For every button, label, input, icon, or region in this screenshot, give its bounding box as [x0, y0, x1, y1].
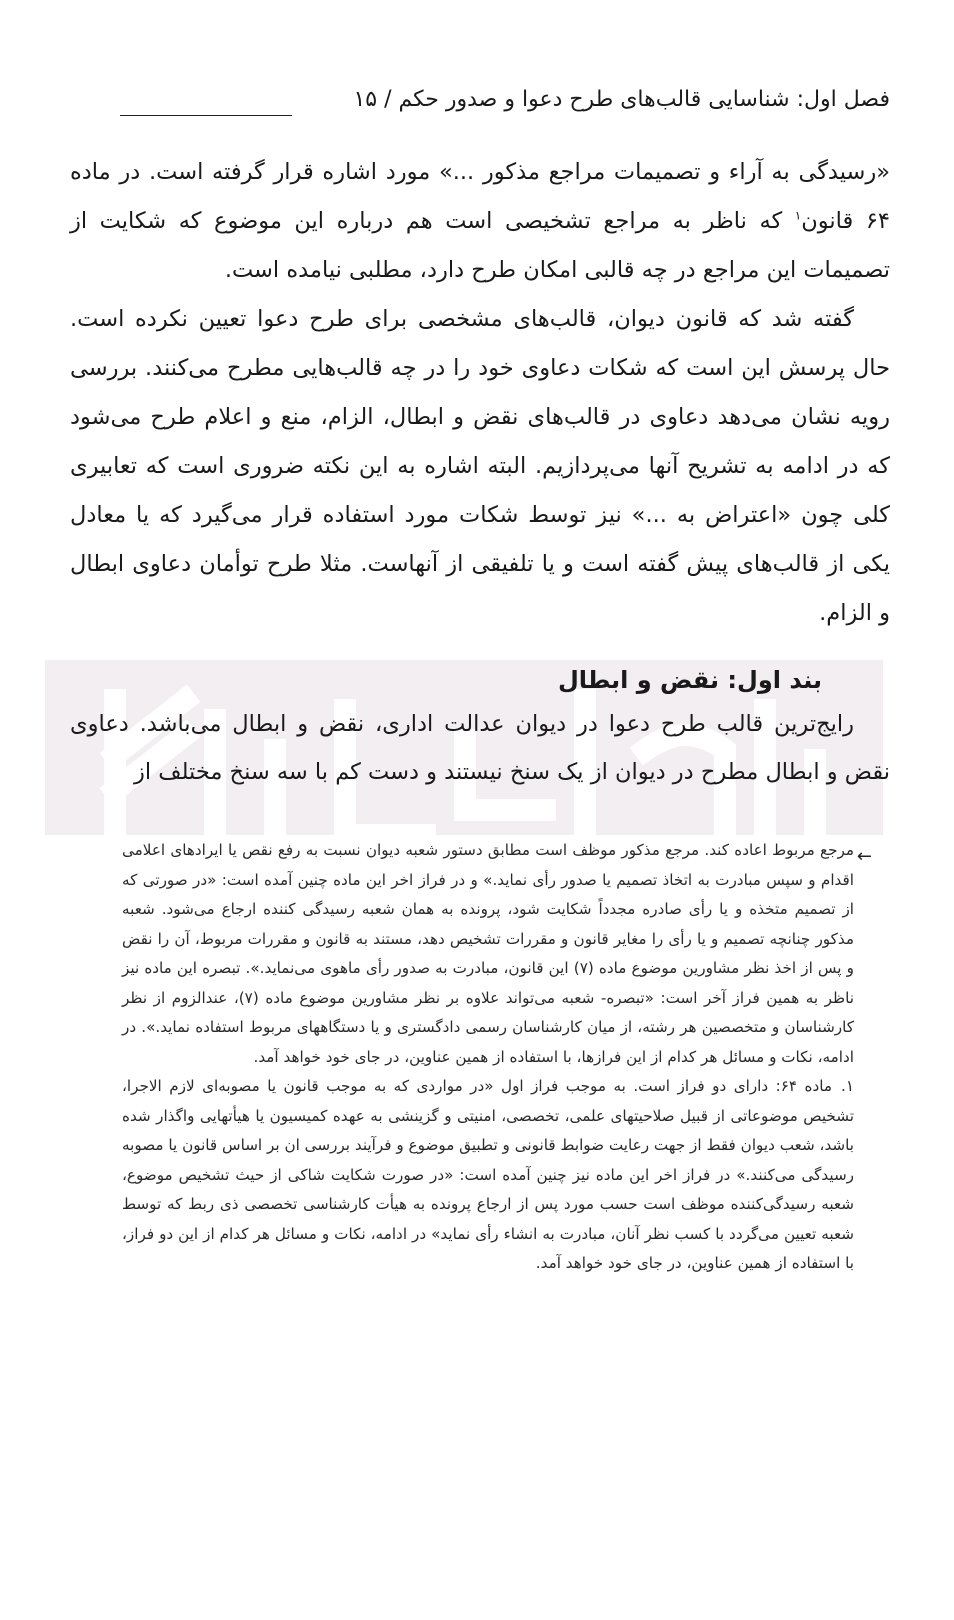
section-text: رایج‌ترین قالب طرح دعوا در دیوان عدالت اداری، نقض و ابطال می‌باشد. دعاوی نقض و ابطال مطرح در دیوان از یک سنخ نیستند و دست کم با سه سنخ مختلف از [70, 711, 890, 785]
footnote-1 [122, 1072, 854, 1279]
section-naqz-ebtal [70, 660, 890, 796]
paragraph-1-part-2: که ناظر به مراجع تشخیصی است هم درباره این موضوع که شکایت از تصمیمات این مراجع در چه قالبی امکان طرح دارد، مطلبی نیامده است. [70, 208, 890, 283]
continuation-arrow-icon: ← [856, 846, 872, 867]
footnote-ref-1: ۱ [794, 208, 802, 223]
footnote-continued: مرجع مربوط اعاده کند. مرجع مذکور موظف است مطابق دستور شعبه دیوان نسبت به رفع نقص یا ایرادهای اعلامی اقدام و سپس مبادرت به اتخاذ تصمیم یا صدور رأی نماید.» و در فراز اخر این ماده چنین آمده است: «در صورتی که از تصمیم متخذه و یا رأی صادره مجدداً شکایت شود، پرونده به همان شعبه رسیدگی کننده ارجاع می‌شود. شعبه مذکور چنانچه تصمیم و یا رأی را مغایر قانون و مقررات تشخیص دهد، مستند به قانون و مقررات مربوط، آن را نقض و پس از اخذ نظر مشاورین موضوع ماده (۷) این قانون، مبادرت به صدور رأی ماهوی می‌نماید.». تبصره این ماده نیز ناظر به همین فراز آخر است: «تبصره- شعبه می‌تواند علاوه بر نظر مشاورین موضوع ماده (۷)، عندالزوم از نظر کارشناسان و متخصصین هر رشته، از میان کارشناسان رسمی دادگستری و یا دستگاههای مربوط استفاده نماید.». در ادامه، نکات و مسائل هر کدام از این فرازها، با استفاده از همین عناوین، در جای خود خواهد آمد. [122, 841, 854, 1066]
body-text [70, 148, 890, 638]
page-header [120, 82, 890, 122]
paragraph-2: گفته شد که قانون دیوان، قالب‌های مشخصی برای طرح دعوا تعیین نکرده است. حال پرسش این است که شکات دعاوی خود را در چه قالب‌هایی مطرح می‌کنند. بررسی رویه نشان می‌دهد دعاوی در قالب‌های نقض و ابطال، الزام، منع و اعلام طرح می‌شود که در ادامه به تشریح آنها می‌پردازیم. البته اشاره به این نکته ضروری است که تعابیری کلی چون «اعتراض به ...» نیز توسط شکات مورد استفاده قرار می‌گیرد که یا معادل یکی از قالب‌های پیش گفته است و یا تلفیقی از آنهاست. مثلا طرح توأمان دعاوی ابطال و الزام. [70, 306, 890, 626]
footnote-1-number: ۱. [841, 1077, 854, 1095]
paragraph-1 [70, 148, 890, 295]
running-title: فصل اول: شناسایی قالب‌های طرح دعوا و صدور حکم / ۱۵ [353, 87, 890, 112]
section-title: بند اول: نقض و ابطال [557, 666, 822, 694]
footnote-1-text: ماده ۶۴: دارای دو فراز است. به موجب فراز اول «در مواردی که به موجب قانون یا مصوبه‌ای لازم الاجرا، تشخیص موضوعاتی از قبیل صلاحیتهای علمی، تخصصی، امنیتی و گزینشی به عهده کمیسیون یا هیأتهایی واگذار شده باشد، شعب دیوان فقط از جهت رعایت ضوابط قانونی و تطبیق موضوع و فرآیند بررسی ان بر اساس قانون یا مصوبه رسیدگی می‌کنند.» در فراز اخر این ماده نیز چنین آمده است: «در صورت شکایت شاکی از حیث تشخیص موضوع، شعبه رسیدگی‌کننده موظف است حسب مورد پس از ارجاع پرونده به هیأت کارشناسی تخصصی ذی ربط که توسط شعبه تعیین می‌گردد با کسب نظر آنان، مبادرت به انشاء رأی نماید» در ادامه، نکات و مسائل هر کدام از این دو فراز، با استفاده از همین عناوین، در جای خود خواهد آمد. [122, 1077, 854, 1272]
footnotes [122, 836, 854, 1279]
header-rule [120, 115, 292, 116]
paragraph-1-part-1: «رسیدگی به آراء و تصمیمات مراجع مذکور ...» مورد اشاره قرار گرفته است. در ماده ۶۴ قانون [70, 159, 890, 234]
